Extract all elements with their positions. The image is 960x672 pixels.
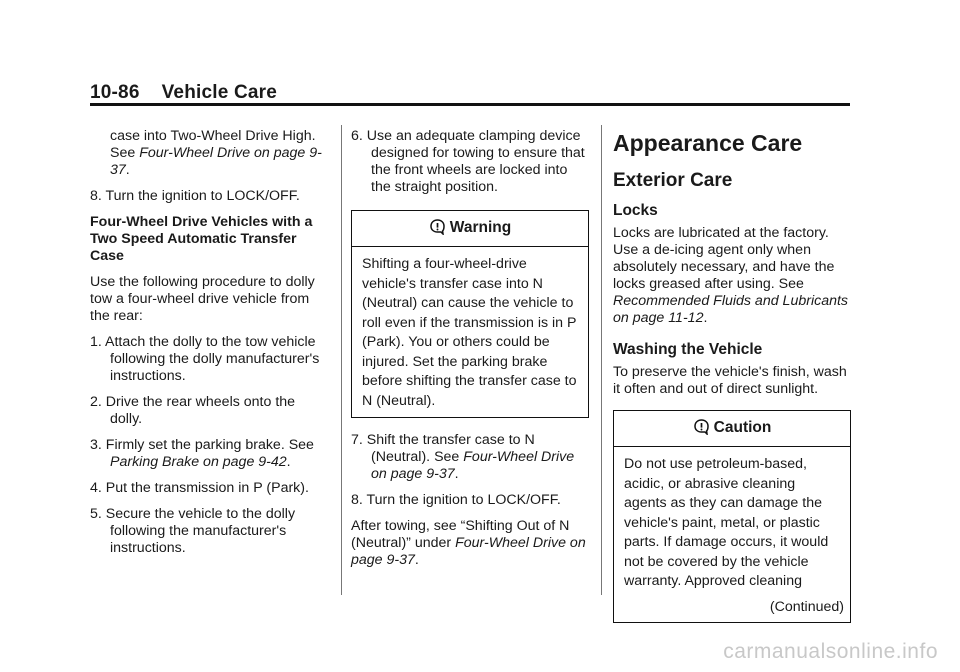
section-title: Vehicle Care: [161, 82, 278, 103]
warning-title: Warning: [352, 211, 588, 247]
caution-icon: [693, 418, 710, 439]
continued-step: case into Two-Wheel Drive High. See Four-Wheel Drive on page 9-37.: [110, 128, 322, 178]
step-5: 5. Secure the vehicle to the dolly following the manufacturer's instructions.: [90, 506, 296, 556]
column-1: [90, 128, 328, 566]
intro-paragraph: Use the following procedure to dolly tow a four-wheel drive vehicle from the rear:: [90, 274, 315, 324]
column-3: [613, 128, 851, 637]
watermark: carmanualsonline.info: [723, 640, 938, 663]
cross-reference-link[interactable]: Recommended Fluids and Lubricants on page 11-12: [613, 293, 849, 326]
subsection-heading: Four-Wheel Drive Vehicles with a Two Speed Automatic Transfer Case: [90, 214, 313, 264]
warning-body: Shifting a four-wheel-drive vehicle's transfer case into N (Neutral) can cause the vehicle to roll even if the transmission is in P (Park). You or others could be injured. Set the parking brake before shifting the transfer case to N (Neutral).: [362, 256, 577, 409]
cross-reference-link[interactable]: Parking Brake on page 9-42: [110, 454, 287, 470]
header-rule: [90, 103, 850, 106]
cross-reference-link[interactable]: Four-Wheel Drive on page 9-37: [351, 535, 586, 568]
step-1: 1. Attach the dolly to the tow vehicle following the dolly manufacturer's instructions.: [90, 334, 320, 384]
warning-box: [351, 210, 589, 418]
washing-heading: Washing the Vehicle: [613, 341, 763, 358]
caution-title: Caution: [614, 411, 850, 447]
warning-icon: [429, 218, 446, 239]
continued-label: (Continued): [769, 598, 844, 615]
step-8: 8. Turn the ignition to LOCK/OFF.: [351, 492, 561, 508]
step-2: 2. Drive the rear wheels onto the dolly.: [90, 394, 296, 427]
locks-heading: Locks: [613, 202, 658, 219]
page-number: 10-86: [90, 82, 140, 103]
locks-paragraph: Locks are lubricated at the factory. Use a de-icing agent only when absolutely necessary, and have the locks greased after using. See Recommended Fluids and Lubricants on page 11-12.: [613, 225, 849, 326]
main-heading: Appearance Care: [613, 130, 803, 156]
column-divider-2: [601, 125, 602, 595]
washing-paragraph: To preserve the vehicle's finish, wash it often and out of direct sunlight.: [613, 364, 847, 397]
caution-body: Do not use petroleum-based, acidic, or abrasive cleaning agents as they can damage the vehicle's paint, metal, or plastic parts. If damage occurs, it would not be covered by the vehicle warranty. Approved cleaning: [624, 456, 829, 589]
page-header: [90, 82, 277, 104]
column-2: [351, 128, 589, 578]
cross-reference-link[interactable]: Four-Wheel Drive on page 9-37: [110, 145, 322, 178]
step-3: 3. Firmly set the parking brake. See Parking Brake on page 9-42.: [90, 437, 314, 470]
cross-reference-link[interactable]: Four-Wheel Drive on page 9-37: [371, 449, 575, 482]
section-heading: Exterior Care: [613, 170, 733, 191]
column-divider-1: [341, 125, 342, 595]
step-7: 7. Shift the transfer case to N (Neutral). See Four-Wheel Drive on page 9-37.: [351, 432, 575, 482]
caution-box: [613, 410, 851, 623]
step-4: 4. Put the transmission in P (Park).: [90, 480, 309, 496]
step-6: 6. Use an adequate clamping device designed for towing to ensure that the front wheels are locked into the straight position.: [351, 128, 585, 195]
after-towing-paragraph: After towing, see “Shifting Out of N (Neutral)” under Four-Wheel Drive on page 9-37.: [351, 518, 586, 568]
step-8: 8. Turn the ignition to LOCK/OFF.: [90, 188, 300, 204]
